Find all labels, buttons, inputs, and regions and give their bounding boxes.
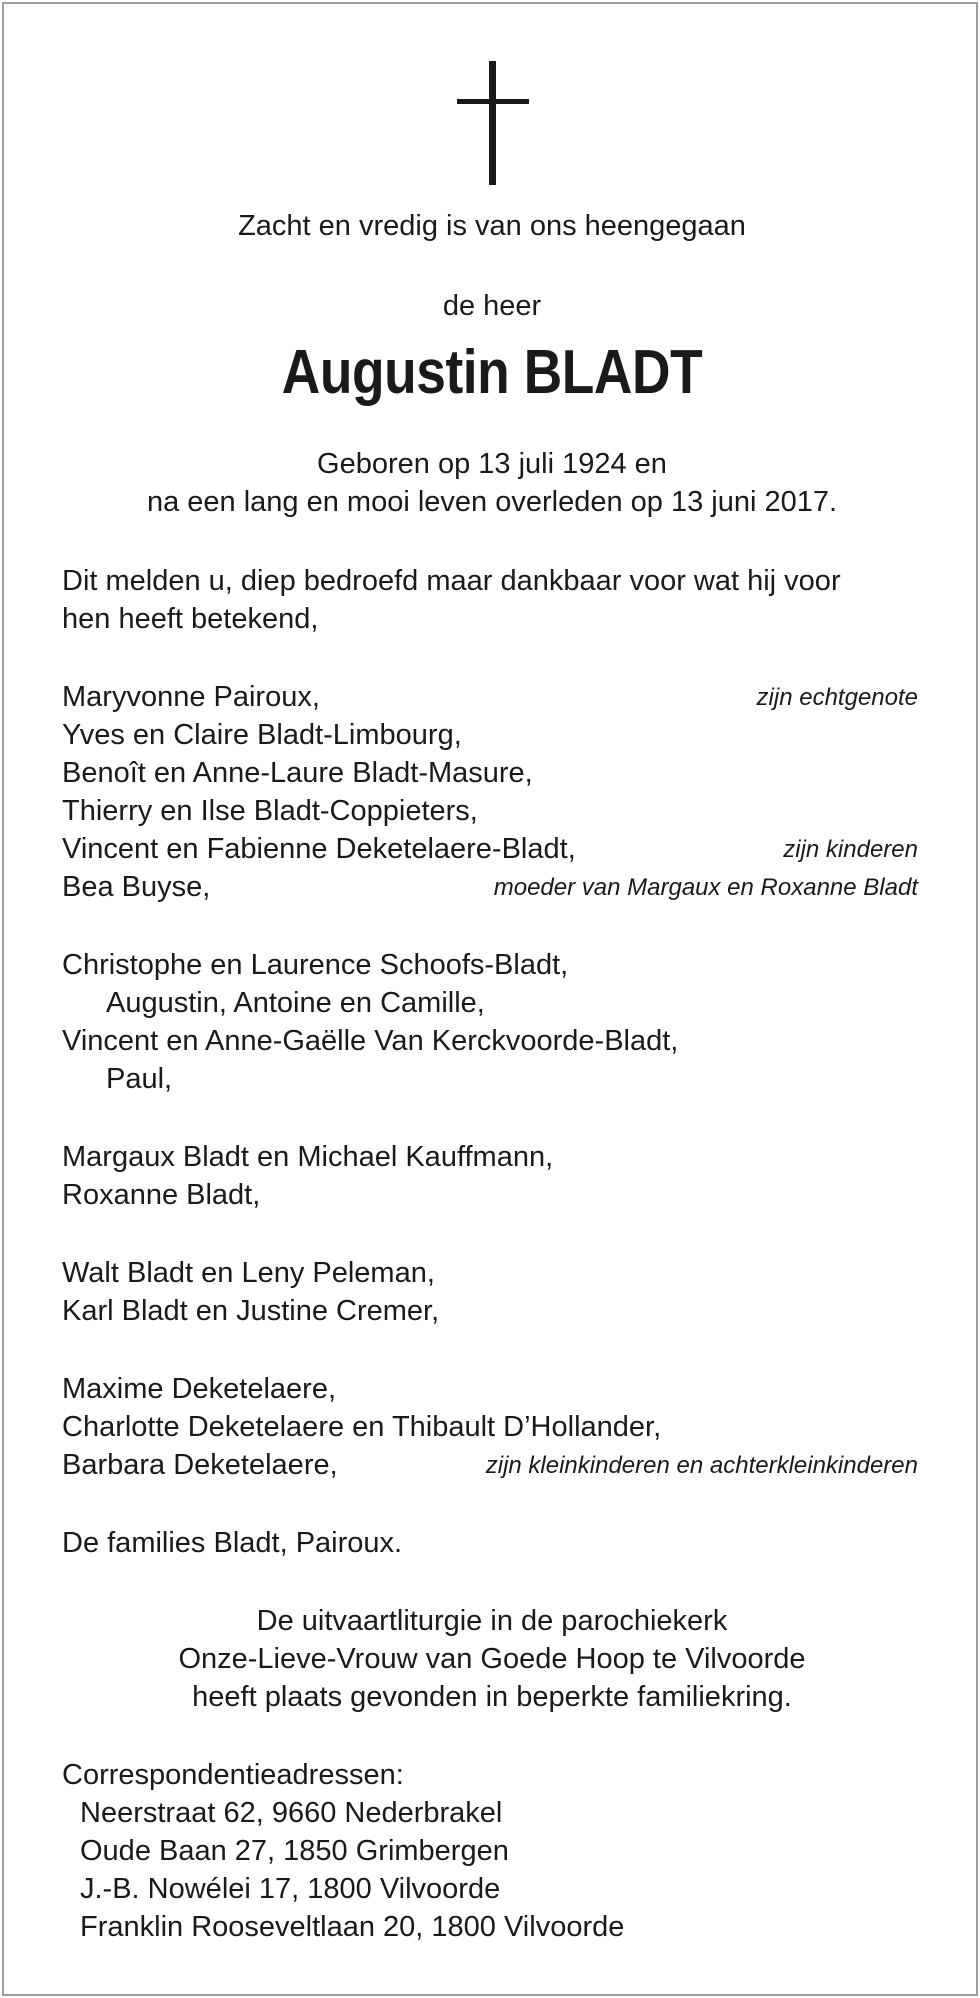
family-line <box>62 1022 918 1060</box>
intro-text: Zacht en vredig is van ons heengegaan <box>238 210 746 242</box>
family-line <box>62 946 918 984</box>
family-name: Karl Bladt en Justine Cremer, <box>62 1295 440 1327</box>
family-line <box>106 1060 918 1098</box>
family-name: Benoît en Anne-Laure Bladt-Masure, <box>62 757 533 789</box>
family-name: Maryvonne Pairoux, <box>62 681 320 713</box>
announcement-line: hen heeft betekend, <box>62 603 319 635</box>
birth-line: Geboren op 13 juli 1924 en <box>317 448 667 480</box>
family-name: Thierry en Ilse Bladt-Coppieters, <box>62 795 478 827</box>
family-relation: zijn echtgenote <box>756 684 918 711</box>
family-name: Augustin, Antoine en Camille, <box>106 987 485 1019</box>
family-line <box>62 1370 918 1408</box>
family-line <box>62 1254 918 1292</box>
correspondence-heading: Correspondentieadressen: <box>62 1759 404 1791</box>
family-line <box>62 1176 918 1214</box>
family-name: Yves en Claire Bladt-Limbourg, <box>62 719 462 751</box>
family-line <box>62 1524 918 1562</box>
family-line <box>62 1292 918 1330</box>
family-name: Barbara Deketelaere, <box>62 1449 338 1481</box>
title-prefix: de heer <box>442 290 542 322</box>
family-name: Charlotte Deketelaere en Thibault D’Hollander, <box>62 1411 662 1443</box>
family-name: Bea Buyse, <box>62 871 211 903</box>
family-name: Vincent en Anne-Gaëlle Van Kerckvoorde-Bladt, <box>62 1025 679 1057</box>
family-line <box>62 1446 918 1484</box>
family-name: Roxanne Bladt, <box>62 1179 261 1211</box>
deceased-name: Augustin BLADT <box>281 338 703 407</box>
announcement-line: Dit melden u, diep bedroefd maar dankbaar voor wat hij voor <box>62 565 841 597</box>
address-line: J.-B. Nowélei 17, 1800 Vilvoorde <box>80 1873 501 1905</box>
address-line: Franklin Rooseveltlaan 20, 1800 Vilvoorde <box>80 1911 625 1943</box>
family-name: Christophe en Laurence Schoofs-Bladt, <box>62 949 569 981</box>
family-name: Maxime Deketelaere, <box>62 1373 336 1405</box>
family-name: De families Bladt, Pairoux. <box>62 1527 403 1559</box>
obituary-card <box>2 2 978 1996</box>
family-relation: moeder van Margaux en Roxanne Bladt <box>493 874 918 901</box>
family-line <box>62 830 918 868</box>
family-relation: zijn kleinkinderen en achterkleinkinderen <box>485 1452 918 1479</box>
funeral-line: Onze-Lieve-Vrouw van Goede Hoop te Vilvoorde <box>178 1643 806 1675</box>
funeral-line: heeft plaats gevonden in beperkte familiekring. <box>192 1681 792 1713</box>
family-line <box>62 1408 918 1446</box>
family-name: Paul, <box>106 1063 173 1095</box>
family-line <box>62 754 918 792</box>
family-line <box>106 984 918 1022</box>
death-line: na een lang en mooi leven overleden op 13 juni 2017. <box>146 486 838 518</box>
funeral-line: De uitvaartliturgie in de parochiekerk <box>256 1605 728 1637</box>
family-name: Vincent en Fabienne Deketelaere-Bladt, <box>62 833 576 865</box>
family-line <box>62 678 918 716</box>
family-line <box>62 1138 918 1176</box>
family-line <box>62 792 918 830</box>
address-line: Neerstraat 62, 9660 Nederbrakel <box>80 1797 503 1829</box>
address-line: Oude Baan 27, 1850 Grimbergen <box>80 1835 509 1867</box>
family-name: Walt Bladt en Leny Peleman, <box>62 1257 435 1289</box>
family-relation: zijn kinderen <box>783 836 918 863</box>
family-line <box>62 868 918 906</box>
family-line <box>62 716 918 754</box>
cross-icon <box>457 61 529 185</box>
family-name: Margaux Bladt en Michael Kauffmann, <box>62 1141 554 1173</box>
